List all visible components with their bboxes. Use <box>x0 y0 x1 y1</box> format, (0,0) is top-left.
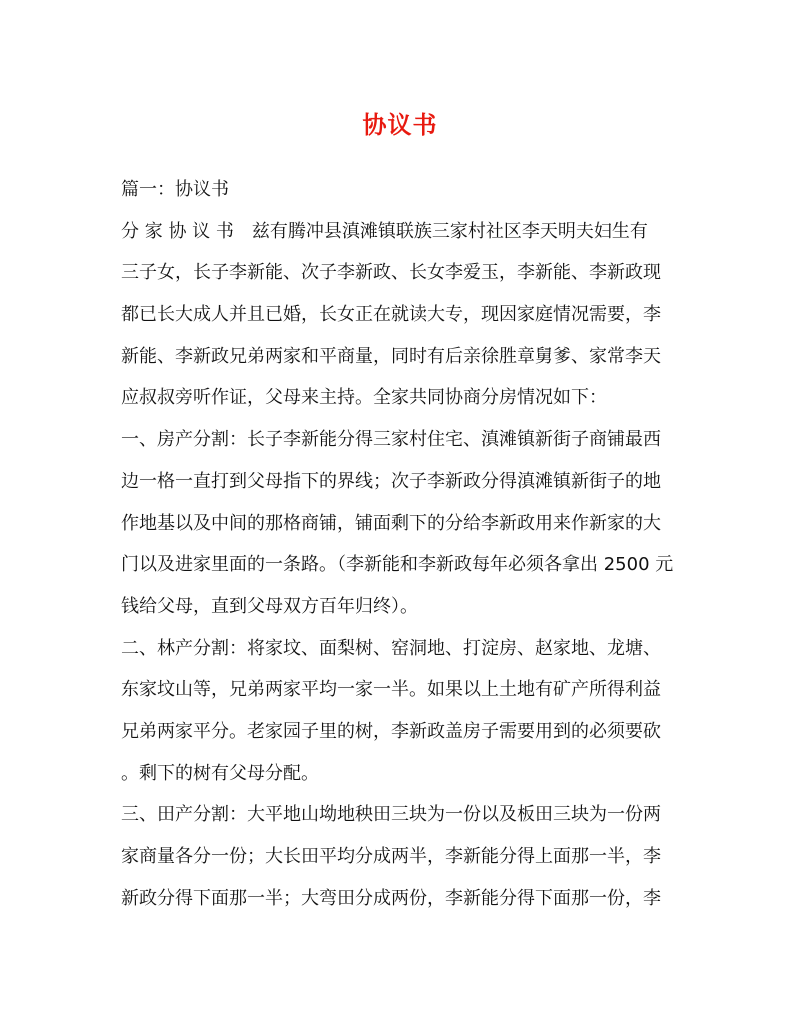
text-line: 三子女，长子李新能、次子李新政、长女李爱玉，李新能、李新政现 <box>121 262 661 284</box>
text-line: 钱给父母，直到父母双方百年归终）。 <box>121 595 418 617</box>
text-line: 边一格一直打到父母指下的界线；次子李新政分得滇滩镇新街子的地 <box>121 470 661 492</box>
text-line: 。剩下的树有父母分配。 <box>121 762 319 784</box>
text-line: 应叔叔旁听作证，父母来主持。全家共同协商分房情况如下： <box>121 387 607 409</box>
text-line: 二、林产分割：将家坟、面梨树、窑洞地、打淀房、赵家地、龙塘、 <box>121 637 661 659</box>
text-line: 作地基以及中间的那格商铺，铺面剩下的分给李新政用来作新家的大 <box>121 512 661 534</box>
text-line: 东家坟山等，兄弟两家平均一家一半。如果以上土地有矿产所得利益 <box>121 679 661 701</box>
text-line: 门以及进家里面的一条路。（李新能和李新政每年必须各拿出 2500 元 <box>121 554 674 576</box>
text-line: 新政分得下面那一半；大弯田分成两份，李新能分得下面那一份，李 <box>121 887 661 909</box>
text-line: 篇一：协议书 <box>121 179 229 200</box>
text-line: 一、房产分割：长子李新能分得三家村住宅、滇滩镇新街子商铺最西 <box>121 429 661 451</box>
text-line: 新能、李新政兄弟两家和平商量，同时有后亲徐胜章舅爹、家常李天 <box>121 345 661 367</box>
document-title: 协议书 <box>362 110 438 139</box>
text-line: 分 家 协 议 书 兹有腾冲县滇滩镇联族三家村社区李天明夫妇生有 <box>121 220 648 242</box>
document-body <box>121 169 686 919</box>
text-line: 都已长大成人并且已婚，长女正在就读大专，现因家庭情况需要，李 <box>121 304 661 326</box>
text-line: 三、田产分割：大平地山坳地秧田三块为一份以及板田三块为一份两 <box>121 804 661 826</box>
text-line: 兄弟两家平分。老家园子里的树，李新政盖房子需要用到的必须要砍 <box>121 720 661 742</box>
text-line: 家商量各分一份；大长田平均分成两半，李新能分得上面那一半，李 <box>121 846 661 867</box>
